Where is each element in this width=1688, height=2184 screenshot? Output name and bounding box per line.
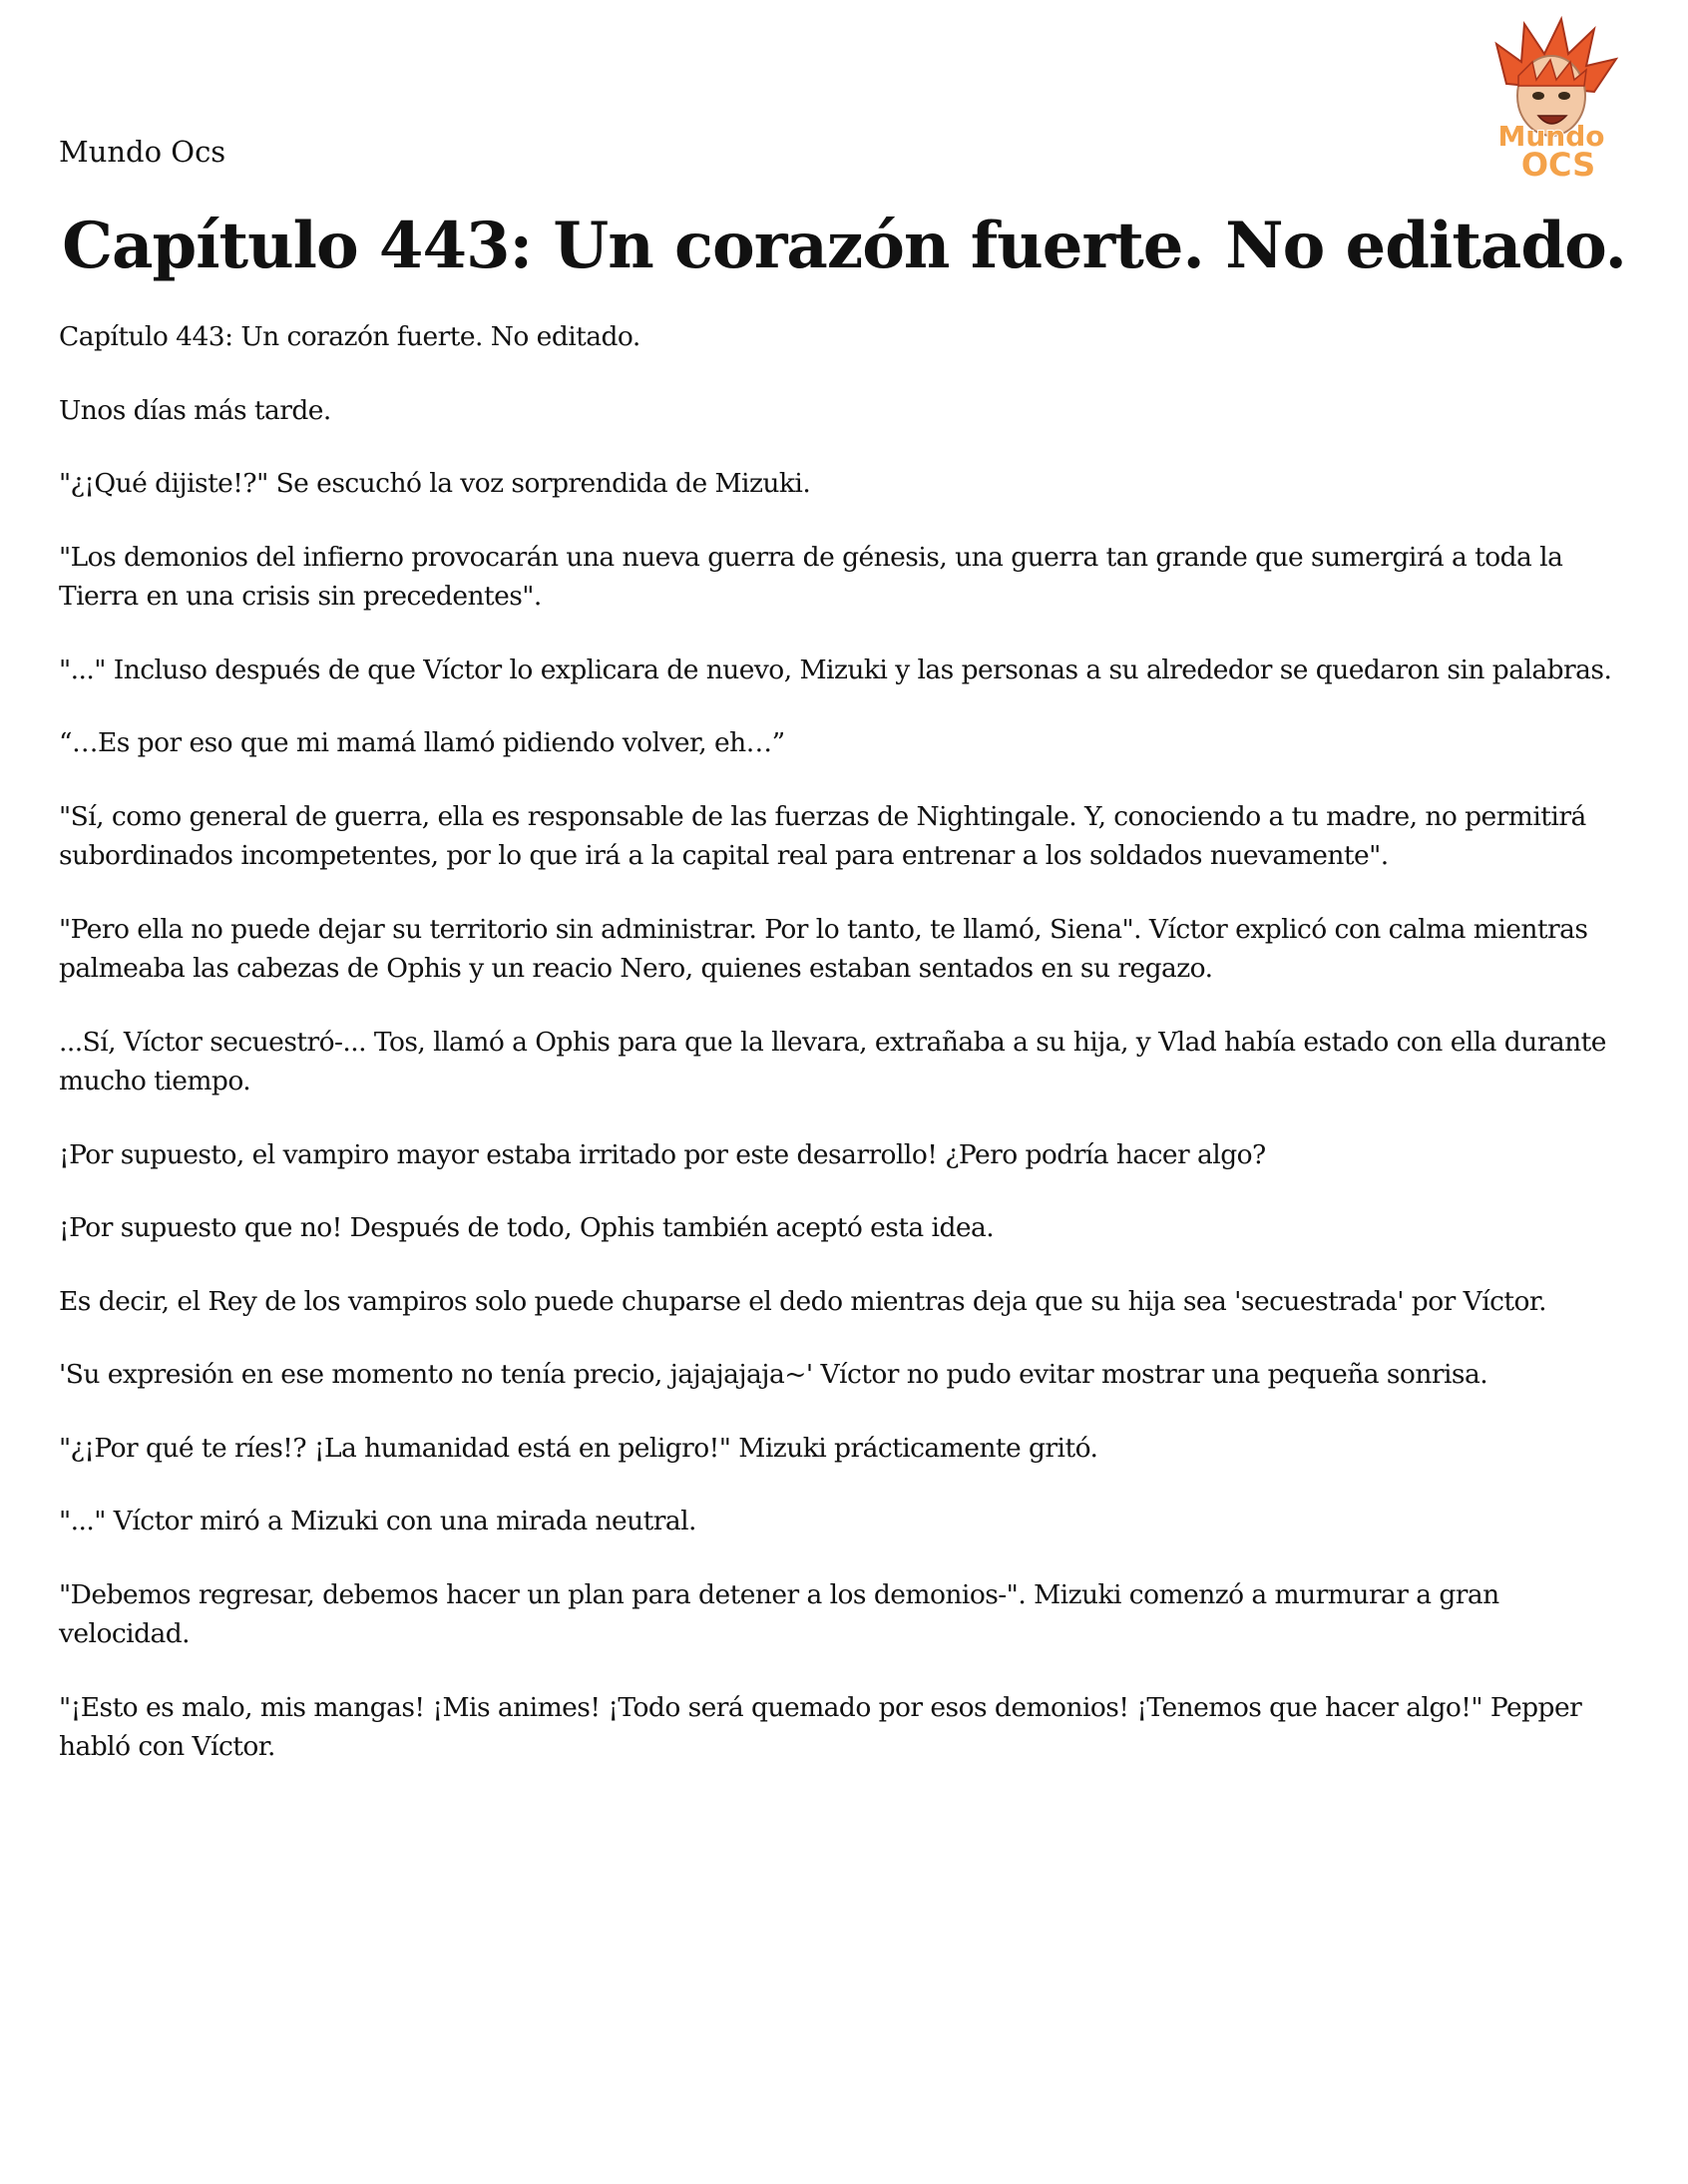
paragraph: "..." Incluso después de que Víctor lo explicara de nuevo, Mizuki y las personas a su alrededor se quedaron sin palabras.: [59, 654, 1612, 685]
paragraph: "Pero ella no puede dejar su territorio sin administrar. Por lo tanto, te llamó, Siena". Víctor explicó con calma mientras palmeaba las cabezas de Ophis y un reacio Nero, quienes estaban sentados en su regazo.: [59, 913, 1588, 984]
paragraph: Capítulo 443: Un corazón fuerte. No editado.: [59, 321, 640, 352]
paragraph: "Debemos regresar, debemos hacer un plan para detener a los demonios-". Mizuki comenzó a murmurar a gran velocidad.: [59, 1578, 1499, 1649]
paragraph: 'Su expresión en ese momento no tenía precio, jajajajaja~' Víctor no pudo evitar mostrar una pequeña sonrisa.: [59, 1359, 1488, 1390]
paragraph: Unos días más tarde.: [59, 394, 331, 426]
paragraph: "Los demonios del infierno provocarán una nueva guerra de génesis, una guerra tan grande que sumergirá a toda la Tierra en una crisis sin precedentes".: [59, 541, 1563, 612]
paragraph: Es decir, el Rey de los vampiros solo puede chuparse el dedo mientras deja que su hija sea 'secuestrada' por Víctor.: [59, 1285, 1547, 1317]
right-eye: [1558, 92, 1570, 100]
paragraph: "¿¡Por qué te ríes!? ¡La humanidad está en peligro!" Mizuki prácticamente gritó.: [59, 1432, 1098, 1464]
paragraph: "Sí, como general de guerra, ella es responsable de las fuerzas de Nightingale. Y, conociendo a tu madre, no permitirá subordinados incompetentes, por lo que irá a la capital real para entrenar a los soldados nuevamente".: [59, 800, 1586, 871]
logo-text-line1: Mundo: [1497, 120, 1605, 153]
paragraph: ...Sí, Víctor secuestró-... Tos, llamó a Ophis para que la llevara, extrañaba a su hija, y Vlad había estado con ella durante mucho tiempo.: [59, 1026, 1606, 1096]
chapter-title: Capítulo 443: Un corazón fuerte. No editado.: [62, 209, 1626, 283]
chapter-body: [59, 317, 1635, 1801]
mundo-ocs-logo-icon: [1467, 14, 1636, 184]
site-name: Mundo Ocs: [59, 135, 226, 169]
logo-graphic: [1467, 14, 1636, 184]
paragraph: ¡Por supuesto que no! Después de todo, Ophis también aceptó esta idea.: [59, 1212, 995, 1243]
paragraph: "..." Víctor miró a Mizuki con una mirada neutral.: [59, 1506, 696, 1536]
left-eye: [1532, 92, 1544, 100]
paragraph: "¿¡Qué dijiste!?" Se escuchó la voz sorprendida de Mizuki.: [59, 468, 811, 499]
logo-text-line2: OCS: [1520, 146, 1596, 184]
paragraph: ¡Por supuesto, el vampiro mayor estaba irritado por este desarrollo! ¿Pero podría hacer algo?: [59, 1138, 1266, 1170]
paragraph: "¡Esto es malo, mis mangas! ¡Mis animes! ¡Todo será quemado por esos demonios! ¡Tenemos que hacer algo!" Pepper habló con Víctor.: [59, 1691, 1582, 1762]
paragraph: “…Es por eso que mi mamá llamó pidiendo volver, eh…”: [59, 727, 785, 758]
